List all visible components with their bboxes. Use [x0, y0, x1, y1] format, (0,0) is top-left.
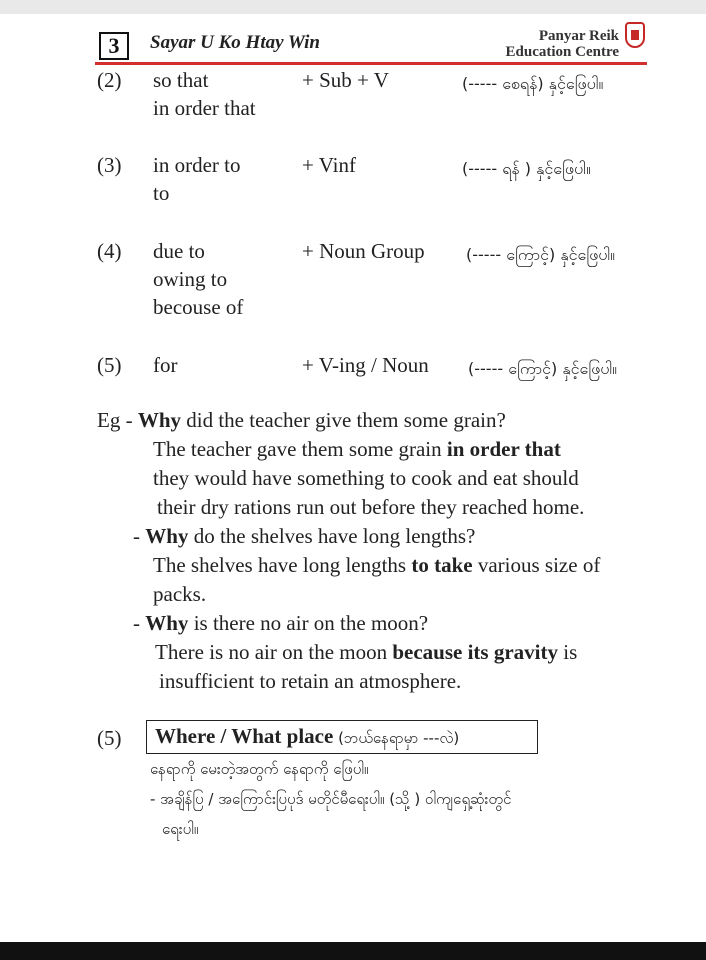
example-answer-line: insufficient to retain an atmosphere. — [159, 669, 462, 693]
row-meaning: (----- စေရန်) နှင့်ဖြေပါ။ — [462, 74, 604, 93]
answer-key-phrase: to take — [411, 553, 473, 577]
school-name — [506, 28, 619, 60]
row-meaning: (----- ရန် ) နှင့်ဖြေပါ။ — [462, 159, 591, 178]
connector: in order to — [153, 153, 241, 177]
school-name-line2: Education Centre — [505, 44, 619, 60]
row-number: (4) — [97, 239, 122, 263]
connector: in order that — [153, 96, 256, 120]
row-structure: + Noun Group — [302, 239, 425, 263]
example-answer-line: packs. — [153, 582, 207, 606]
row-connectors — [153, 66, 256, 122]
connector: to — [153, 181, 170, 205]
example-answer-line — [155, 638, 577, 667]
section-note: ရေးပါ။ — [162, 820, 199, 838]
connector: for — [153, 353, 178, 377]
answer-key-phrase: because its gravity — [392, 640, 559, 664]
school-name-line1: Panyar Reik — [538, 28, 619, 44]
question-word: Why — [137, 408, 182, 432]
answer-text: There is no air on the moon — [155, 640, 393, 664]
bottom-edge-bar — [0, 942, 706, 960]
row-connectors — [153, 237, 243, 321]
row-number: (5) — [97, 353, 122, 377]
row-connectors — [153, 151, 240, 207]
example-question — [97, 406, 506, 435]
bullet-dash: - — [133, 524, 140, 548]
section-title-box — [146, 720, 538, 754]
row-structure: + Vinf — [302, 153, 356, 177]
connector: becouse of — [153, 295, 244, 319]
section-title-meaning: (ဘယ်နေရာမှာ ---လဲ) — [333, 729, 460, 747]
question-word: Why — [145, 611, 189, 635]
section-title: Where / What place — [155, 724, 334, 748]
answer-text: is — [558, 640, 578, 664]
example-answer-line — [153, 551, 600, 580]
question-text: do the shelves have long lengths? — [188, 524, 476, 548]
author-name: Sayar U Ko Htay Win — [150, 32, 320, 53]
top-edge-bar — [0, 0, 706, 14]
row-number: (3) — [97, 153, 122, 177]
row-meaning: (----- ကြောင့်) နှင့်ဖြေပါ။ — [466, 245, 616, 264]
row-connectors — [153, 351, 178, 379]
example-question — [133, 522, 475, 551]
eg-label: Eg - — [97, 408, 133, 432]
question-word: Why — [145, 524, 189, 548]
question-text: did the teacher give them some grain? — [181, 408, 506, 432]
school-crest-icon — [625, 22, 645, 48]
example-answer-line — [153, 435, 561, 464]
row-structure: + Sub + V — [302, 68, 389, 92]
page-header — [95, 22, 647, 62]
section-note: - အချိန်ပြ / အကြောင်းပြပုဒ် မတိုင်မီရေးပါ။ (သို့ ) ဝါကျရှေ့ဆုံးတွင် — [150, 790, 512, 808]
row-structure: + V-ing / Noun — [302, 353, 429, 377]
example-question — [133, 609, 428, 638]
connector: due to — [153, 239, 205, 263]
answer-text: various size of — [472, 553, 601, 577]
connector: owing to — [153, 267, 228, 291]
section-number: (5) — [97, 726, 122, 750]
question-text: is there no air on the moon? — [188, 611, 429, 635]
answer-text: The shelves have long lengths — [153, 553, 412, 577]
answer-key-phrase: in order that — [446, 437, 561, 461]
example-answer-line: they would have something to cook and eat should — [153, 466, 579, 490]
bullet-dash: - — [133, 611, 140, 635]
answer-text: The teacher gave them some grain — [153, 437, 447, 461]
page-number: 3 — [99, 32, 129, 60]
row-meaning: (----- ကြောင့်) နှင့်ဖြေပါ။ — [468, 359, 618, 378]
header-divider — [95, 62, 647, 65]
row-number: (2) — [97, 68, 122, 92]
section-note: နေရာကို မေးတဲ့အတွက် နေရာကို ဖြေပါ။ — [150, 760, 369, 778]
example-answer-line: their dry rations run out before they reached home. — [157, 495, 585, 519]
connector: so that — [153, 68, 209, 92]
